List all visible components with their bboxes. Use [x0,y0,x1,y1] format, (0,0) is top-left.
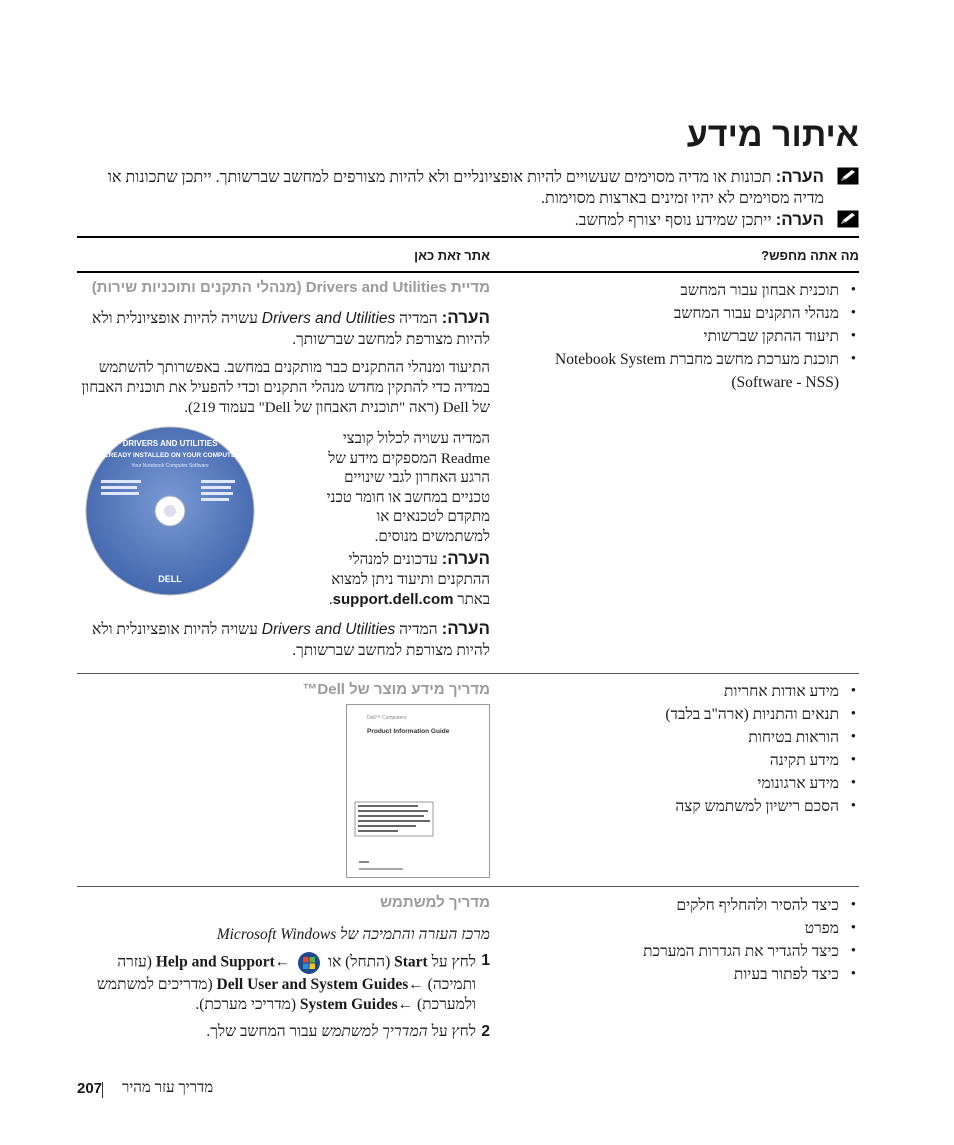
list-item: • תנאים והתניות (ארה"ב בלבד) [524,703,859,726]
cd-label-line3: Your Notebook Computer Software [131,463,209,469]
windows-start-icon [294,951,324,975]
support-link[interactable]: support.dell.com [332,591,454,608]
bullet-list [524,279,859,394]
cd-label-line1: DRIVERS AND UTILITIES [122,439,218,448]
header-looking-for: מה אתה מחפש? [761,248,859,263]
step-2 [77,1021,490,1042]
step-text: לחץ על [431,1023,476,1040]
step-text: לחץ על [431,953,476,971]
step-text: עבור המחשב שלך. [206,1023,318,1040]
note-1 [99,166,859,209]
step-text: (התחל) או [328,953,391,971]
page-footer [77,1080,859,1100]
step-text: (מדריכים למשתמש ולמערכת) [96,976,476,1013]
table-row [77,887,859,1057]
list-item: • מידע ארגונומי [524,772,859,795]
step-text: (עזרה ותמיכה) [117,953,476,993]
note-updates [315,549,490,611]
arrow-icon: ← [397,996,414,1013]
product-guide-image [346,704,490,878]
header-find-here: אתר זאת כאן [414,248,490,263]
list-item: • מנהלי התקנים עבור המחשב [524,302,859,325]
help-center-subtitle: מרכז העזרה והתמיכה של Microsoft Windows [216,926,490,943]
step-number: 2 [481,1023,490,1040]
note-label: הערה: [775,167,824,186]
note-drivers-media-2 [77,618,490,661]
note-label: הערה: [775,210,824,229]
table-row [77,273,859,674]
list-item: • הסכם רישיון למשתמש קצה [524,795,859,818]
page-title: איתור מידע [686,116,859,154]
guide-title: Product Information Guide [367,728,450,735]
step-number: 1 [481,952,490,969]
system-guides-label: System Guides [299,996,398,1013]
list-item: • כיצד לפתור בעיות [524,963,859,986]
guide-brand: Dell™ Computers [367,715,407,721]
list-item: • כיצד להגדיר את הגדרות המערכת [524,940,859,963]
list-item: • תוכנת מערכת מחשב מחברת Notebook System (Software - NSS) [524,348,859,394]
info-table [77,236,859,1057]
page-number: 207 [77,1080,103,1097]
bullet-list [524,894,859,986]
list-item: • מידע תקינה [524,749,859,772]
footer-separator [102,1082,103,1098]
user-guides-label: Dell User and System Guides [216,976,409,993]
source-title: מדריך למשתמש [380,894,490,911]
user-guide-name: המדריך למשתמש [321,1023,428,1040]
cd-description: המדיה עשויה לכלול קובצי Readme המספקים מידע של הרגע האחרון לגבי שינויים טכניים במחשב או חומר טכני מתקדם לטכנאים או למשתמשים מנוסים. [326,431,490,545]
list-item: • כיצד להסיר ולהחליף חלקים [524,894,859,917]
start-label: Start [394,953,428,971]
table-header [77,236,859,273]
arrow-icon: ← [408,976,424,993]
note-label: הערה: [441,308,490,327]
note-text: ייתכן שמידע נוסף יצורף למחשב. [574,212,772,229]
note-label: הערה: [441,549,490,568]
step-text: (מדריכי מערכת). [195,996,297,1013]
list-item: • מפרט [524,917,859,940]
note-pencil-icon [837,210,859,228]
source-title: מדיית Drivers and Utilities (מנהלי התקנים ותוכניות שירות) [91,279,490,296]
arrow-icon: ← [274,953,291,971]
source-title: מדריך מידע מוצר של Dell™ [302,681,490,698]
footer-guide-name: מדריך עזר מהיר [122,1080,214,1096]
list-item: • מידע אודות אחריות [524,680,859,703]
note-drivers-media [77,307,490,350]
bullet-list [524,680,859,818]
note-2 [99,209,859,231]
step-1 [77,951,490,1015]
table-row [77,674,859,887]
help-support-label: Help and Support [155,953,275,971]
dell-logo: DELL [158,574,182,584]
note-text: . [328,592,333,608]
note-label: הערה: [441,619,490,638]
note-text: המדיה [399,310,438,327]
list-item: • הוראות בטיחות [524,726,859,749]
note-text: עשויה להיות אופציונלית ולא להיות מצורפת למחשב שברשותך. [92,621,490,659]
media-name: Drivers and Utilities [261,310,396,327]
list-item: • תיעוד ההתקן שברשותי [524,325,859,348]
drivers-body-text: התיעוד ומנהלי ההתקנים כבר מותקנים במחשב. באפשרותך להשתמש במדיה כדי להתקין מחדש מנהלי התקנים וכדי להפעיל את תוכנית האבחון של Dell (ראה "תוכנית האבחון של Dell" בעמוד 219). [81,360,490,416]
list-item: • תוכנית אבחון עבור המחשב [524,279,859,302]
note-pencil-icon [837,167,859,185]
drivers-cd-image [85,424,255,598]
media-name: Drivers and Utilities [261,621,396,638]
note-text: עדכונים למנהלי ההתקנים ותיעוד ניתן למצוא באתר [331,552,490,608]
cd-label-line2: ALREADY INSTALLED ON YOUR COMPUTER [99,452,241,459]
note-text: תכונות או מדיה מסוימים שעשויים להיות אופציונליים ולא להיות מצורפים למחשב שברשותך. ייתכן שתכונות או מדיה מסוימים לא יהיו זמינים בארצות מסוימות. [107,169,824,207]
note-text: עשויה להיות אופציונלית ולא להיות מצורפת למחשב שברשותך. [92,310,490,348]
note-text: המדיה [399,621,438,638]
